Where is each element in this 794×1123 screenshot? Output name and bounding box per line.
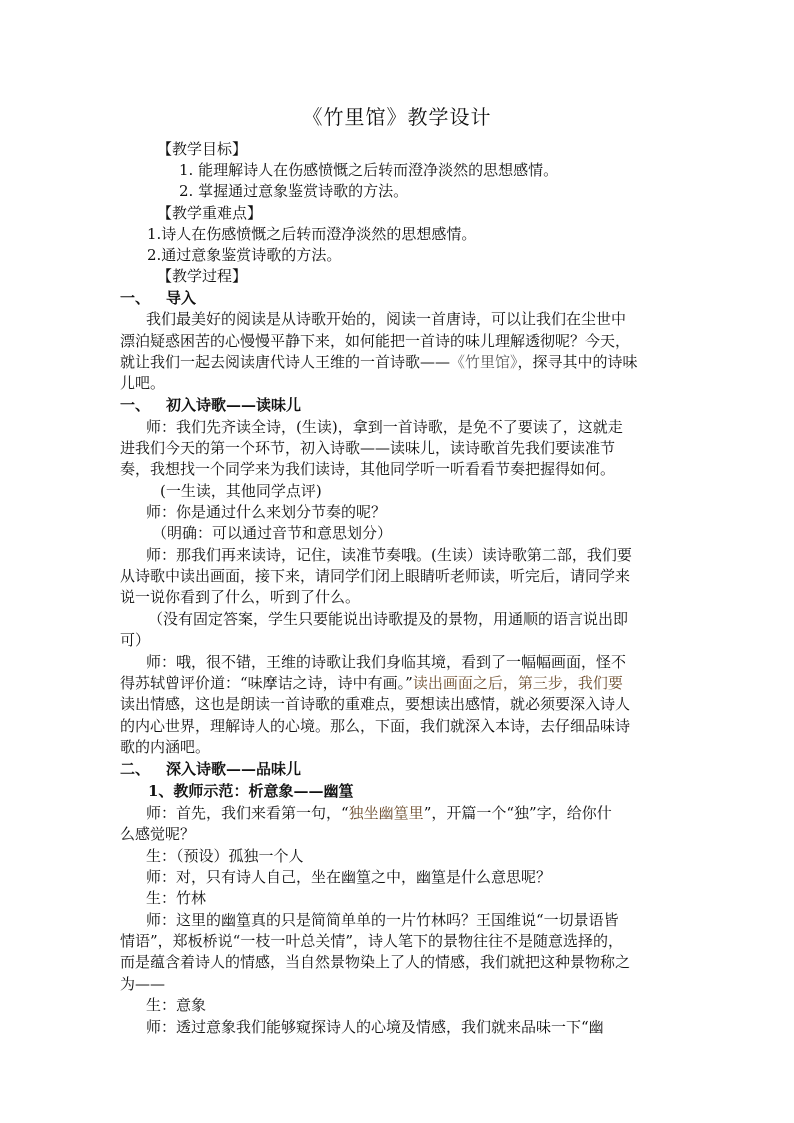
paragraph-line: 生：（预设）孤独一个人 <box>146 847 304 865</box>
paragraph-line: 漂泊疑惑困苦的心慢慢平静下来，如何能把一首诗的味儿理解透彻呢？今天， <box>120 332 631 350</box>
paragraph-line: 而是蕴含着诗人的情感，当自然景物染上了人的情感，我们就把这种景物称之 <box>120 953 631 971</box>
subsection-title: 1、教师示范：析意象——幽篁 <box>148 782 354 800</box>
section-number: 一、 <box>120 289 151 307</box>
paragraph-line: 可） <box>120 631 151 649</box>
paragraph-line: 师：那我们再来读诗，记住，读准节奏哦。(生读）读诗歌第二部，我们要 <box>146 546 632 564</box>
paragraph-line: 为—— <box>120 975 166 993</box>
objectives-heading: 【教学目标】 <box>157 140 248 158</box>
paragraph-line: 儿吧。 <box>120 374 166 392</box>
objective-item: 2. 掌握通过意象鉴赏诗歌的方法。 <box>179 182 409 200</box>
paragraph-line: 么感觉呢？ <box>120 825 196 843</box>
paragraph-line: (一生读，其他同学点评) <box>160 482 322 500</box>
text-span: ，探寻其中的诗味 <box>517 353 638 371</box>
section-number: 二、 <box>120 760 151 778</box>
paragraph-line: 生：竹林 <box>146 889 207 907</box>
key-point-item: 1.诗人在伤感愤慨之后转而澄净淡然的思想感情。 <box>147 225 477 243</box>
paragraph-line: （没有固定答案，学生只要能说出诗歌提及的景物，用通顺的语言说出即 <box>148 610 629 628</box>
paragraph-line: 师：透过意象我们能够窥探诗人的心境及情感，我们就来品味一下“幽 <box>146 1018 604 1036</box>
paragraph-line: 进我们今天的第一个环节，初入诗歌——读味儿，读诗歌首先我们要读准节 <box>120 439 616 457</box>
text-span: 师：首先，我们来看第一句，“ <box>146 804 349 822</box>
key-points-heading: 【教学重难点】 <box>157 204 263 222</box>
paragraph-line: 奏，我想找一个同学来为我们读诗，其他同学听一听看看节奏把握得如何。 <box>120 460 616 478</box>
paragraph-line: 的内心世界，理解诗人的心境。那么，下面，我们就深入本诗，去仔细品味诗 <box>120 717 631 735</box>
paragraph-line: 歌的内涵吧。 <box>120 738 211 756</box>
key-point-item: 2.通过意象鉴赏诗歌的方法。 <box>147 246 342 264</box>
text-span: ”，开篇一个“独”字，给你什 <box>423 804 612 822</box>
paragraph-line: 说一说你看到了什么，听到了什么。 <box>120 588 361 606</box>
paragraph-line: 我们最美好的阅读是从诗歌开始的，阅读一首唐诗，可以让我们在尘世中 <box>146 310 627 328</box>
paragraph-line: 师：这里的幽篁真的只是简简单单的一片竹林吗？王国维说“一切景语皆 <box>146 911 619 929</box>
text-span: 得苏轼曾评价道：“味摩诘之诗，诗中有画。” <box>120 674 413 692</box>
paragraph-line: 生：意象 <box>146 996 207 1014</box>
text-span: 就让我们一起去阅读唐代诗人王维的一首诗歌—— <box>120 353 451 371</box>
page-title: 《竹里馆》教学设计 <box>302 105 492 129</box>
section-title: 深入诗歌——品味儿 <box>166 760 302 778</box>
process-heading: 【教学过程】 <box>157 267 248 285</box>
paragraph-line: 师：哦，很不错，王维的诗歌让我们身临其境，看到了一幅幅画面，怪不 <box>146 653 627 671</box>
paragraph-line: 情语”，郑板桥说“一枝一叶总关情”，诗人笔下的景物往往不是随意选择的， <box>120 932 624 950</box>
paragraph-line: 师：我们先齐读全诗，(生读)，拿到一首诗歌，是免不了要读了，这就走 <box>146 418 623 436</box>
quote-highlight: 独坐幽篁里 <box>348 804 424 822</box>
paragraph-line <box>120 352 638 372</box>
poem-title-highlight: 《竹里馆》 <box>450 353 518 371</box>
text-span-highlight: 读出画面之后，第三步，我们要 <box>412 674 623 692</box>
objective-item: 1. 能理解诗人在伤感愤慨之后转而澄净淡然的思想感情。 <box>179 161 559 179</box>
paragraph-line: （明确：可以通过音节和意思划分） <box>152 524 393 542</box>
paragraph-line: 师：对，只有诗人自己，坐在幽篁之中，幽篁是什么意思呢？ <box>146 868 552 886</box>
section-number: 一、 <box>120 396 151 414</box>
section-title: 初入诗歌——读味儿 <box>166 396 302 414</box>
paragraph-line <box>120 673 623 693</box>
paragraph-line: 读出情感，这也是朗读一首诗歌的重难点，要想读出感情，就必须要深入诗人 <box>120 695 631 713</box>
paragraph-line: 从诗歌中读出画面，接下来，请同学们闭上眼睛听老师读，听完后，请同学来 <box>120 567 631 585</box>
paragraph-line <box>146 803 612 823</box>
section-title: 导入 <box>166 289 197 307</box>
paragraph-line: 师：你是通过什么来划分节奏的呢？ <box>146 503 387 521</box>
